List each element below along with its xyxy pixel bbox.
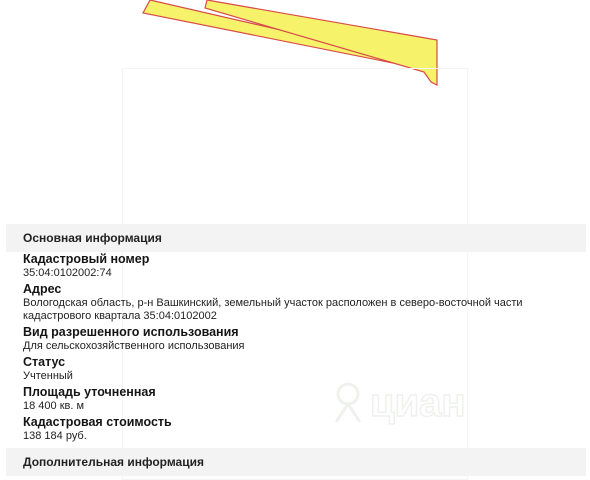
field-label: Кадастровый номер xyxy=(23,252,150,266)
parcel-polygon-icon xyxy=(0,0,590,222)
watermark-text: циан xyxy=(370,381,466,425)
area-field xyxy=(23,385,583,413)
cadastral-value-field xyxy=(23,415,583,443)
permitted-use-field xyxy=(23,325,583,353)
field-value: Вологодская область, р-н Вашкинский, земельный участок расположен в северо-восточной части кадастрового квартала 35:04:0102002 xyxy=(23,297,523,322)
field-value: 138 184 руб. xyxy=(23,430,87,442)
parcel-polygon xyxy=(205,0,437,85)
field-label: Статус xyxy=(23,355,66,369)
main-info-header: Основная информация xyxy=(6,224,586,252)
address-field xyxy=(23,282,583,323)
field-value: 35:04:0102002:74 xyxy=(23,267,112,279)
field-value: Учтенный xyxy=(23,370,73,382)
parcel-map[interactable] xyxy=(0,0,590,222)
field-label: Кадастровая стоимость xyxy=(23,415,172,429)
field-value: 18 400 кв. м xyxy=(23,400,85,412)
field-label: Площадь уточненная xyxy=(23,385,156,399)
field-label: Вид разрешенного использования xyxy=(23,325,239,339)
main-info-fields xyxy=(23,252,583,442)
cadastral-number-field xyxy=(23,252,583,280)
field-value: Для сельскохозяйственного использования xyxy=(23,340,245,352)
extra-info-header[interactable]: Дополнительная информация xyxy=(6,448,586,476)
field-label: Адрес xyxy=(23,282,62,296)
status-field xyxy=(23,355,583,383)
